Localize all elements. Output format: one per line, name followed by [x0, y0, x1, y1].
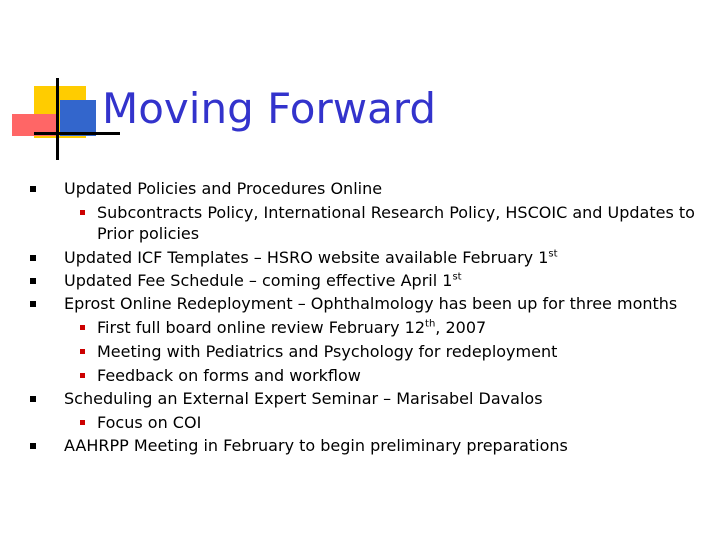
bullet-item [64, 177, 382, 200]
item-text: AAHRPP Meeting in February to begin preliminary preparations [64, 436, 568, 455]
bullet-item [64, 387, 543, 410]
bullet-item [64, 292, 677, 315]
sub-bullet-item [97, 411, 201, 434]
square-bullet-icon [30, 255, 36, 261]
square-bullet-icon [80, 210, 85, 215]
slide-title: Moving Forward [102, 84, 436, 133]
sub-bullet-item [97, 364, 361, 387]
bullet-item [64, 269, 462, 292]
item-text: Updated Policies and Procedures Online [64, 179, 383, 198]
item-text: Updated ICF Templates – HSRO website available February 1 [64, 248, 549, 267]
square-bullet-icon [80, 325, 85, 330]
ordinal-suffix: st [452, 271, 462, 283]
square-bullet-icon [30, 396, 36, 402]
square-bullet-icon [80, 420, 85, 425]
item-text: Eprost Online Redeployment – Ophthalmology has been up for three months [64, 294, 678, 313]
item-text: Scheduling an External Expert Seminar – Marisabel Davalos [64, 389, 543, 408]
bullet-item [64, 246, 558, 269]
item-text: Subcontracts Policy, International Research Policy, HSCOIC and Updates to [97, 203, 695, 222]
item-text: Feedback on forms and workflow [97, 366, 361, 385]
square-bullet-icon [80, 373, 85, 378]
ordinal-suffix: st [548, 248, 558, 260]
decorative-vertical-line [56, 78, 59, 160]
sub-bullet-item [97, 201, 695, 224]
item-text: Focus on COI [97, 413, 202, 432]
square-bullet-icon [30, 278, 36, 284]
item-text: First full board online review February 12 [97, 318, 426, 337]
ordinal-suffix: th [425, 318, 436, 330]
item-text-after: , 2007 [435, 318, 487, 337]
item-text: Prior policies [97, 224, 200, 243]
sub-bullet-continuation [97, 222, 199, 245]
item-text: Meeting with Pediatrics and Psychology for redeployment [97, 342, 558, 361]
square-bullet-icon [80, 349, 85, 354]
item-text: Updated Fee Schedule – coming effective April 1 [64, 271, 453, 290]
square-bullet-icon [30, 301, 36, 307]
sub-bullet-item [97, 316, 486, 339]
square-bullet-icon [30, 186, 36, 192]
square-bullet-icon [30, 443, 36, 449]
bullet-item [64, 434, 568, 457]
decorative-blue-square [60, 100, 96, 136]
sub-bullet-item [97, 340, 557, 363]
